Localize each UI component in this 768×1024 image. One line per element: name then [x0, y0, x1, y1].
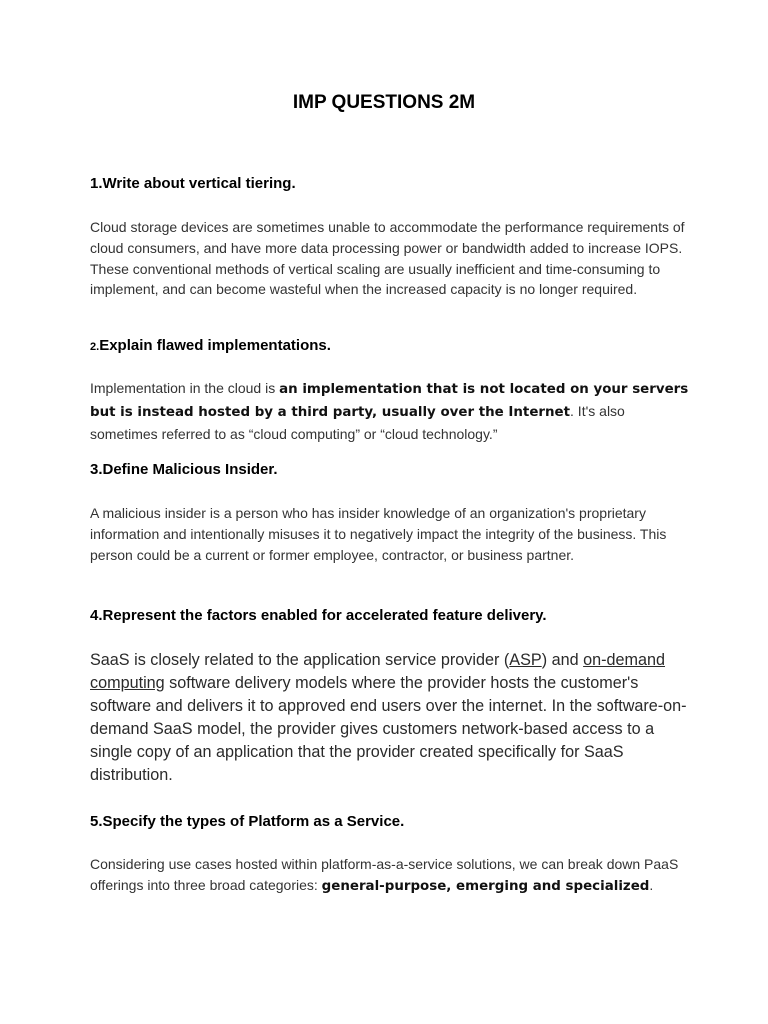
page-title: IMP QUESTIONS 2M	[292, 92, 476, 113]
answer-3: A malicious insider is a person who has insider knowledge of an organization's proprietary information and intentionally misuses it to negatively impact the integrity of the business. This person could be a current or former employee, contractor, or business partner.	[90, 505, 667, 563]
answer-2-bold: an implementation that is not located on your servers but is instead hosted by a third party, usually over the Internet	[90, 382, 689, 420]
answer-4	[90, 649, 690, 787]
answer-5-bold: general-purpose, emerging and specialized	[321, 878, 650, 894]
answer-4-part3: software delivery models where the provider hosts the customer's software and delivers it to approved end users over the internet. In the software-on-demand SaaS model, the provider gives customers network-based access to a single copy of an application that the provider created specifically for SaaS distribution.	[90, 674, 687, 784]
answer-5-pre: Considering use cases hosted within platform-as-a-service solutions, we can break down PaaS offerings into three broad categories:	[90, 856, 679, 893]
answer-4-part2: ) and	[541, 651, 584, 669]
answer-2	[90, 378, 690, 444]
answer-5-post: .	[649, 876, 654, 893]
question-2-text: Explain flawed implementations.	[99, 337, 331, 354]
question-2-number: 2.	[90, 341, 100, 353]
asp-link[interactable]: ASP	[509, 651, 542, 669]
question-2	[90, 337, 690, 354]
answer-4-part1: SaaS is closely related to the application service provider (	[90, 651, 510, 669]
answer-2-post: . It's also sometimes referred to as “cloud computing” or “cloud technology.”	[90, 402, 625, 442]
question-4: 4.Represent the factors enabled for accelerated feature delivery.	[90, 607, 547, 624]
question-3: 3.Define Malicious Insider.	[90, 461, 278, 478]
on-demand-computing-link[interactable]: on-demand computing	[90, 651, 666, 692]
question-1: 1.Write about vertical tiering.	[90, 175, 296, 192]
answer-2-pre: Implementation in the cloud is	[90, 380, 280, 396]
answer-1: Cloud storage devices are sometimes unable to accommodate the performance requirements of cloud consumers, and have more data processing power or bandwidth added to increase IOPS. These conventional methods of vertical scaling are usually inefficient and time-consuming to implement, and can become wasteful when the increased capacity is no longer required.	[90, 219, 685, 298]
answer-5	[90, 854, 690, 898]
question-5: 5.Specify the types of Platform as a Service.	[90, 813, 405, 830]
